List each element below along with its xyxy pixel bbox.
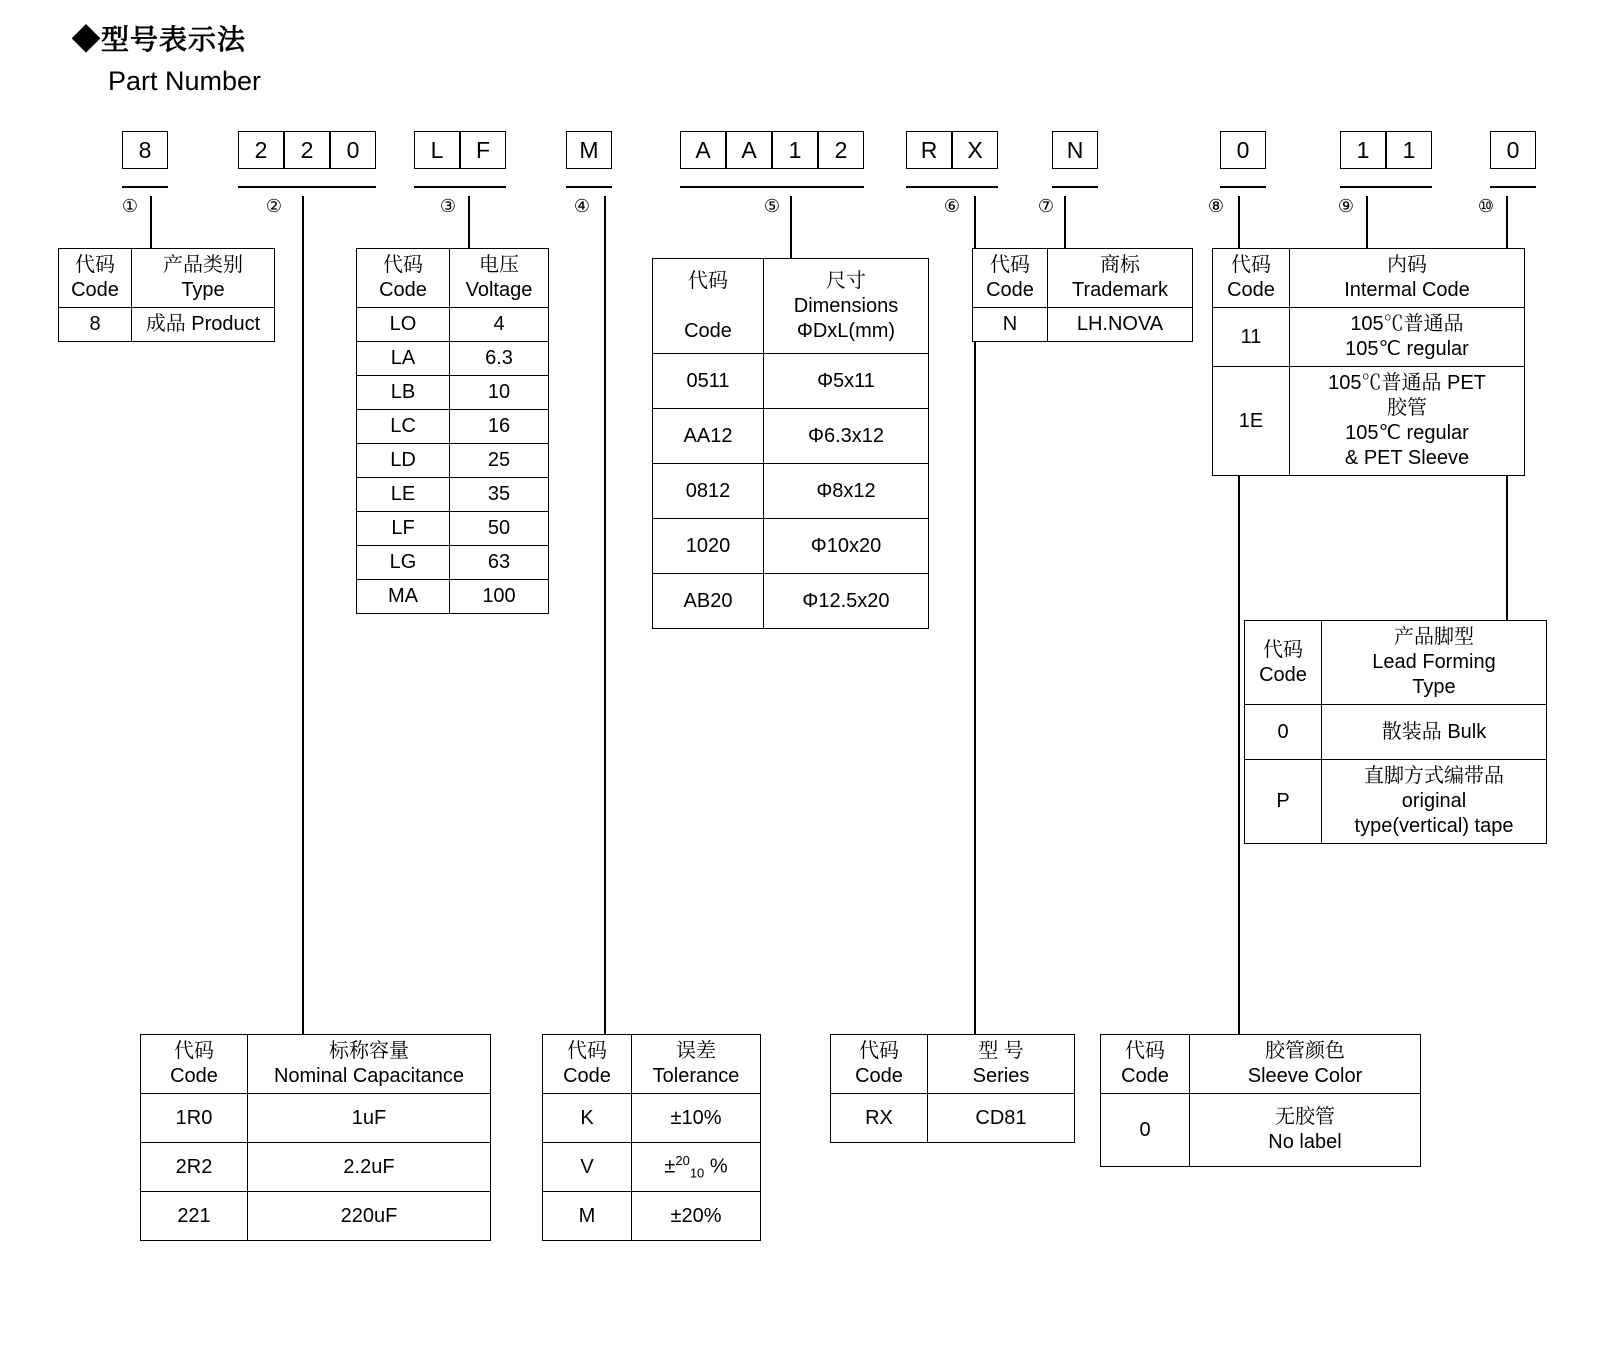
- table-row: [357, 308, 549, 342]
- leader-line-2: [302, 196, 304, 1082]
- sleeve-code: 0: [1101, 1094, 1190, 1167]
- voltage-code-header-en: Code: [379, 279, 427, 301]
- table-internal-code: [1212, 248, 1525, 476]
- table-row: [543, 1094, 761, 1143]
- pn-char: A: [726, 131, 772, 169]
- group-underline: [1052, 186, 1098, 188]
- lead-label-header-en: Lead Forming: [1372, 651, 1496, 673]
- voltage-value: 6.3: [450, 342, 549, 376]
- internal-code-header-cn: 代码: [1231, 254, 1271, 276]
- sleeve-code-header-cn: 代码: [1125, 1040, 1165, 1062]
- trademark-label-header-cn: 商标: [1100, 254, 1140, 276]
- table-lead-forming: [1244, 620, 1547, 844]
- group-underline: [1220, 186, 1266, 188]
- dim-label-header-cn: 尺寸: [826, 269, 866, 292]
- table-row: [1101, 1094, 1421, 1167]
- voltage-code: LF: [357, 512, 450, 546]
- tol-sign: ±: [664, 1155, 676, 1178]
- table-row: [831, 1094, 1075, 1143]
- voltage-value: 35: [450, 478, 549, 512]
- tol-value-fraction: [632, 1143, 761, 1192]
- type-code-value: 8: [59, 308, 132, 342]
- table-row: [357, 444, 549, 478]
- tol-pct: %: [709, 1155, 728, 1178]
- page-title: [72, 18, 246, 58]
- table-row: [1245, 705, 1547, 760]
- sleeve-desc-line1: 无胶管: [1275, 1106, 1335, 1128]
- part-number-group-2: [238, 131, 376, 169]
- cap-code: 2R2: [141, 1143, 248, 1192]
- page-subtitle: Part Number: [108, 66, 262, 96]
- tol-sup: 20: [675, 1152, 690, 1168]
- table-row: [1213, 367, 1525, 476]
- group-underline: [1490, 186, 1536, 188]
- group-underline: [906, 186, 998, 188]
- voltage-value: 4: [450, 308, 549, 342]
- part-number-group-1: [122, 131, 168, 169]
- page-title-cn: 型号表示法: [101, 24, 247, 55]
- table-series: [830, 1034, 1075, 1143]
- table-row: [543, 1143, 761, 1192]
- voltage-value: 10: [450, 376, 549, 410]
- pn-char: 2: [238, 131, 284, 169]
- table-voltage: [356, 248, 549, 614]
- table-tolerance: [542, 1034, 761, 1241]
- callout-number-2: ②: [265, 196, 283, 216]
- internal-desc-line1: 105℃普通品: [1350, 313, 1464, 335]
- callout-number-3: ③: [439, 196, 457, 216]
- group-underline: [680, 186, 864, 188]
- group-underline: [414, 186, 506, 188]
- lead-code-value: P: [1245, 760, 1322, 844]
- pn-char: N: [1052, 131, 1098, 169]
- callout-number-4: ④: [573, 196, 591, 216]
- table-row: [357, 342, 549, 376]
- series-code-header-en: Code: [855, 1065, 903, 1087]
- table-row: [141, 1094, 491, 1143]
- lead-code-header-cn: 代码: [1263, 638, 1303, 661]
- type-value: 成品 Product: [132, 308, 275, 342]
- trademark-value: LH.NOVA: [1048, 308, 1193, 342]
- table-row: [357, 580, 549, 614]
- table-row: [653, 464, 929, 519]
- table-dimensions: [652, 258, 929, 629]
- dim-label-header-unit: ΦDxL(mm): [796, 319, 896, 342]
- dim-code-header-en: Code: [684, 319, 732, 342]
- part-number-group-3: [414, 131, 506, 169]
- voltage-code: LD: [357, 444, 450, 478]
- table-row: [653, 409, 929, 464]
- internal-desc-line4: & PET Sleeve: [1344, 447, 1470, 469]
- voltage-code: LA: [357, 342, 450, 376]
- internal-code-value: 1E: [1213, 367, 1290, 476]
- type-code-header-en: Code: [71, 279, 119, 301]
- cap-code-header-cn: 代码: [174, 1040, 214, 1062]
- series-label-header-en: Series: [972, 1065, 1030, 1087]
- dim-value: Φ5x11: [764, 354, 929, 409]
- pn-char: 1: [1386, 131, 1432, 169]
- part-number-group-5: [680, 131, 864, 169]
- voltage-code: LG: [357, 546, 450, 580]
- type-label-header-cn: 产品类别: [163, 254, 243, 276]
- part-number-group-7: [1052, 131, 1098, 169]
- series-value: CD81: [928, 1094, 1075, 1143]
- dim-code: 0812: [653, 464, 764, 519]
- internal-desc-line2: 105℃ regular: [1345, 338, 1469, 360]
- series-code-header-cn: 代码: [859, 1040, 899, 1062]
- internal-label-header-en: Intermal Code: [1344, 279, 1470, 301]
- voltage-code: LC: [357, 410, 450, 444]
- table-trademark: [972, 248, 1193, 342]
- series-label-header-cn: 型 号: [978, 1040, 1024, 1062]
- tol-code-header-en: Code: [563, 1065, 611, 1087]
- tol-code: V: [543, 1143, 632, 1192]
- table-row: [543, 1192, 761, 1241]
- tol-label-header-en: Tolerance: [652, 1065, 740, 1087]
- lead-label-header-en2: Type: [1412, 676, 1456, 698]
- table-row: [1213, 308, 1525, 367]
- sleeve-desc-line2: No label: [1268, 1131, 1342, 1153]
- callout-number-9: ⑨: [1337, 196, 1355, 216]
- pn-char: L: [414, 131, 460, 169]
- sleeve-label-header-en: Sleeve Color: [1247, 1065, 1363, 1087]
- leader-line-1: [150, 196, 152, 248]
- leader-line-5: [790, 196, 792, 258]
- tol-code-header-cn: 代码: [567, 1040, 607, 1062]
- group-underline: [1340, 186, 1432, 188]
- table-row: [141, 1143, 491, 1192]
- sleeve-code-header-en: Code: [1121, 1065, 1169, 1087]
- dim-code: 1020: [653, 519, 764, 574]
- group-underline: [238, 186, 376, 188]
- internal-desc-line1: 105℃普通品 PET: [1328, 372, 1486, 394]
- voltage-code-header-cn: 代码: [383, 254, 423, 276]
- voltage-label-header-en: Voltage: [465, 279, 533, 301]
- callout-number-10: ⑩: [1477, 196, 1495, 216]
- internal-desc-line2: 胶管: [1387, 397, 1427, 419]
- internal-code-header-en: Code: [1227, 279, 1275, 301]
- lead-desc-line3: type(vertical) tape: [1354, 815, 1514, 837]
- lead-label-header-cn: 产品脚型: [1394, 626, 1474, 648]
- table-row: [357, 376, 549, 410]
- diamond-bullet-icon: ◆: [72, 24, 102, 55]
- callout-number-6: ⑥: [943, 196, 961, 216]
- part-number-group-9: [1340, 131, 1432, 169]
- pn-char: 1: [772, 131, 818, 169]
- voltage-code: LE: [357, 478, 450, 512]
- leader-line-3: [468, 196, 470, 248]
- trademark-code: N: [973, 308, 1048, 342]
- lead-code-value: 0: [1245, 705, 1322, 760]
- part-number-group-8: [1220, 131, 1266, 169]
- table-row: [973, 308, 1193, 342]
- tol-sub: 10: [689, 1165, 705, 1181]
- tol-label-header-cn: 误差: [676, 1040, 716, 1062]
- pn-char: 0: [1490, 131, 1536, 169]
- group-underline: [122, 186, 168, 188]
- table-row: [1245, 760, 1547, 844]
- trademark-code-header-en: Code: [986, 279, 1034, 301]
- cap-value: 2.2uF: [248, 1143, 491, 1192]
- voltage-label-header-cn: 电压: [479, 254, 519, 276]
- dim-value: Φ12.5x20: [764, 574, 929, 629]
- table-sleeve-color: [1100, 1034, 1421, 1167]
- table-row: [653, 574, 929, 629]
- voltage-value: 63: [450, 546, 549, 580]
- tol-code: M: [543, 1192, 632, 1241]
- leader-line-4: [604, 196, 606, 1082]
- dim-label-header-en: Dimensions: [793, 294, 899, 317]
- pn-char: 1: [1340, 131, 1386, 169]
- callout-number-8: ⑧: [1207, 196, 1225, 216]
- table-row: [357, 410, 549, 444]
- cap-code: 221: [141, 1192, 248, 1241]
- dim-code-header-cn: 代码: [688, 269, 728, 292]
- pn-char: 2: [284, 131, 330, 169]
- leader-line-9: [1366, 196, 1368, 248]
- pn-char: F: [460, 131, 506, 169]
- table-row: [357, 478, 549, 512]
- pn-char: R: [906, 131, 952, 169]
- internal-code-value: 11: [1213, 308, 1290, 367]
- tol-code: K: [543, 1094, 632, 1143]
- leader-line-7: [1064, 196, 1066, 248]
- dim-value: Φ8x12: [764, 464, 929, 519]
- callout-number-1: ①: [121, 196, 139, 216]
- trademark-code-header-cn: 代码: [990, 254, 1030, 276]
- callout-number-7: ⑦: [1037, 196, 1055, 216]
- voltage-value: 100: [450, 580, 549, 614]
- trademark-label-header-en: Trademark: [1072, 279, 1168, 301]
- lead-desc-line1: 直脚方式编带品: [1364, 765, 1504, 787]
- part-number-group-4: [566, 131, 612, 169]
- type-code-header-cn: 代码: [75, 254, 115, 276]
- pn-char: 8: [122, 131, 168, 169]
- pn-char: 0: [1220, 131, 1266, 169]
- cap-value: 220uF: [248, 1192, 491, 1241]
- cap-label-header-en: Nominal Capacitance: [273, 1065, 465, 1087]
- voltage-code: LB: [357, 376, 450, 410]
- group-underline: [566, 186, 612, 188]
- voltage-code: MA: [357, 580, 450, 614]
- sleeve-label-header-cn: 胶管颜色: [1265, 1040, 1345, 1062]
- pn-char: 2: [818, 131, 864, 169]
- dim-value: Φ10x20: [764, 519, 929, 574]
- dim-code: 0511: [653, 354, 764, 409]
- table-type: [58, 248, 275, 342]
- pn-char: X: [952, 131, 998, 169]
- cap-code-header-en: Code: [170, 1065, 218, 1087]
- pn-char: A: [680, 131, 726, 169]
- table-row: [653, 354, 929, 409]
- series-code: RX: [831, 1094, 928, 1143]
- cap-label-header-cn: 标称容量: [329, 1040, 409, 1062]
- voltage-value: 16: [450, 410, 549, 444]
- type-label-header-en: Type: [181, 279, 225, 301]
- lead-desc-line1: 散装品 Bulk: [1322, 705, 1547, 760]
- table-row: [59, 308, 275, 342]
- dim-value: Φ6.3x12: [764, 409, 929, 464]
- internal-label-header-cn: 内码: [1387, 254, 1427, 276]
- voltage-code: LO: [357, 308, 450, 342]
- tol-value: ±10%: [632, 1094, 761, 1143]
- table-capacitance: [140, 1034, 491, 1241]
- cap-code: 1R0: [141, 1094, 248, 1143]
- voltage-value: 50: [450, 512, 549, 546]
- table-row: [653, 519, 929, 574]
- internal-desc-line3: 105℃ regular: [1345, 422, 1469, 444]
- callout-number-5: ⑤: [763, 196, 781, 216]
- dim-code: AA12: [653, 409, 764, 464]
- table-row: [357, 512, 549, 546]
- tol-value: ±20%: [632, 1192, 761, 1241]
- voltage-value: 25: [450, 444, 549, 478]
- lead-desc-line2: original: [1401, 790, 1467, 812]
- pn-char: M: [566, 131, 612, 169]
- cap-value: 1uF: [248, 1094, 491, 1143]
- lead-code-header-en: Code: [1259, 663, 1307, 686]
- table-row: [141, 1192, 491, 1241]
- table-row: [357, 546, 549, 580]
- pn-char: 0: [330, 131, 376, 169]
- part-number-group-6: [906, 131, 998, 169]
- dim-code: AB20: [653, 574, 764, 629]
- part-number-group-10: [1490, 131, 1536, 169]
